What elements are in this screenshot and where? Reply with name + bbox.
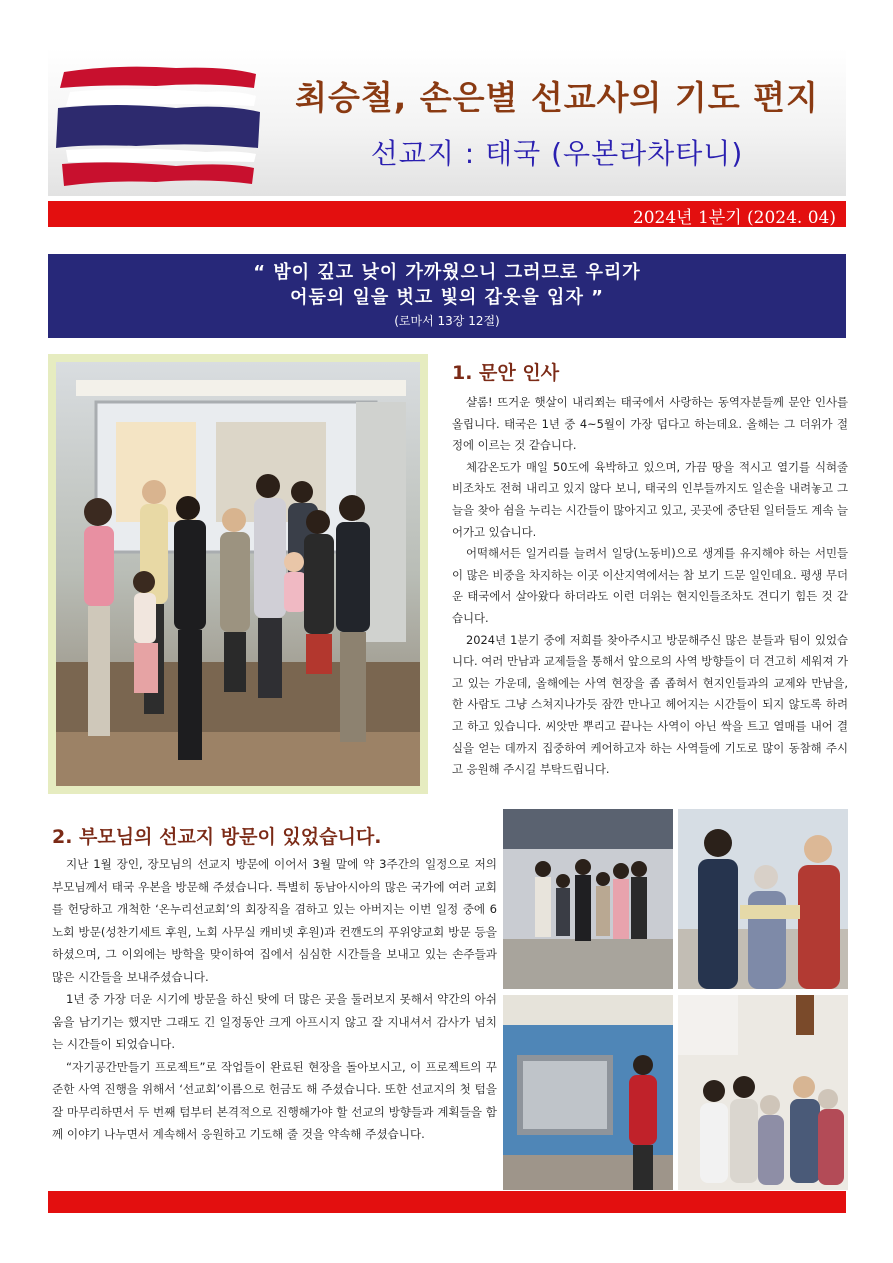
family-group-photo — [56, 362, 420, 786]
page-subtitle: 선교지 : 태국 (우본라차타니) — [370, 137, 744, 170]
section-1-title: 1. 문안 인사 — [452, 362, 560, 384]
bible-verse-box — [48, 254, 846, 338]
issue-date: 2024년 1분기 (2024. 04) — [632, 208, 836, 228]
section-2-body — [52, 853, 497, 1146]
donation-photo — [678, 809, 848, 989]
section-2-paragraph: 1년 중 가장 더운 시기에 방문을 하신 탓에 더 많은 곳을 둘러보지 못해서 약간의 아쉬움을 남기기는 했지만 그래도 긴 일정동안 크게 아프시지 않고 잘 지내셔서 감사가 넘치는 시간들이 되었습니다. — [52, 992, 497, 1051]
section-1-body — [452, 392, 848, 781]
verse-reference: (로마서 13장 12절) — [394, 314, 500, 328]
thailand-flag-brush-icon — [56, 62, 261, 192]
section-1-paragraph: 어떡해서든 일거리를 늘려서 일당(노동비)으로 생계를 유지해야 하는 서민들이 많은 비중을 차지하는 이곳 이산지역에서는 참 보기 드문 일인데요. 평생 무더운 태국에서 살아왔다 하더라도 이런 더위는 현지인들조차도 견디기 힘든 것 같습니다. — [452, 546, 848, 625]
section-2-paragraph: 지난 1월 장인, 장모님의 선교지 방문에 이어서 3월 말에 약 3주간의 일정으로 저의 부모님께서 태국 우본을 방문해 주셨습니다. 특별히 동남아시아의 많은 국가에 여러 교회를 헌당하고 개척한 ‘온누리선교회’의 회장직을 겸하고 있는 아버지는 이번 일정 중에 6노회 방문(성찬기세트 후원, 노회 사무실 캐비넷 후원)과 컨깬도의 푸위양교회 방문 등을 하셨으며, 그 이외에는 방학을 맞이하여 집에서 심심한 시간들을 보내고 있는 손주들과 많은 시간들을 보내주셨습니다. — [52, 857, 497, 984]
section-1-paragraph: 2024년 1분기 중에 저희를 찾아주시고 방문해주신 많은 분들과 팀이 있었습니다. 여러 만남과 교제들을 통해서 앞으로의 사역 방향들이 더 견고히 세워져 가고 있는 가운데, 올해에는 사역 현장을 좀 좁혀서 현지인들과의 교제와 만남을, 한 사람도 그냥 스쳐지나가듯 잠깐 만나고 헤어지는 시간들이 되지 않도록 하려고 하고 있습니다. 씨앗만 뿌리고 끝나는 사역이 아닌 싹을 트고 열매를 내어 결실을 얻는 데까지 집중하여 케어하고자 하는 사역들에 기도로 많이 동참해 주시고 응원해 주시길 부탁드립니다. — [452, 632, 848, 777]
section-1-paragraph: 샬롬! 뜨거운 햇살이 내리쬐는 태국에서 사랑하는 동역자분들께 문안 인사를 올립니다. 태국은 1년 중 4~5월이 가장 덥다고 하는데요. 올해는 그 더위가 절정에 이르는 것 같습니다. — [452, 395, 848, 453]
date-banner — [48, 201, 846, 227]
section-2-paragraph: “자기공간만들기 프로젝트”로 작업들이 완료된 현장을 돌아보시고, 이 프로젝트의 꾸준한 사역 진행을 위해서 ‘선교회’이름으로 헌금도 해 주셨습니다. 또한 선교지의 첫 텀을 잘 마무리하면서 두 번째 텀부터 본격적으로 진행해가야 할 선교의 방향들과 계획들을 함께 이야기 나누면서 계속해서 응원하고 기도해 줄 것을 약속해 주셨습니다. — [52, 1059, 497, 1141]
project-site-photo — [503, 995, 673, 1190]
footer-banner — [48, 1191, 846, 1213]
section-2-title: 2. 부모님의 선교지 방문이 있었습니다. — [52, 826, 382, 848]
airport-group-photo — [503, 809, 673, 989]
section-1-paragraph: 체감온도가 매일 50도에 육박하고 있으며, 가끔 땅을 적시고 열기를 식혀줄 비조차도 전혀 내리고 있지 않다 보니, 태국의 인부들까지도 일손을 내려놓고 그늘을 찾아 쉼을 누리는 시간들이 많아지고 있고, 곳곳에 중단된 일터들도 계속 늘어가고 있습니다. — [452, 459, 848, 539]
verse-line-2: 어둠의 일을 벗고 빛의 갑옷을 입자 ” — [290, 287, 604, 308]
family-group-photo-frame — [48, 354, 428, 794]
church-visit-photo — [678, 995, 848, 1190]
verse-line-1: “ 밤이 깊고 낮이 가까웠으니 그러므로 우리가 — [253, 262, 641, 283]
page-title: 최승철, 손은별 선교사의 기도 편지 — [295, 78, 819, 117]
